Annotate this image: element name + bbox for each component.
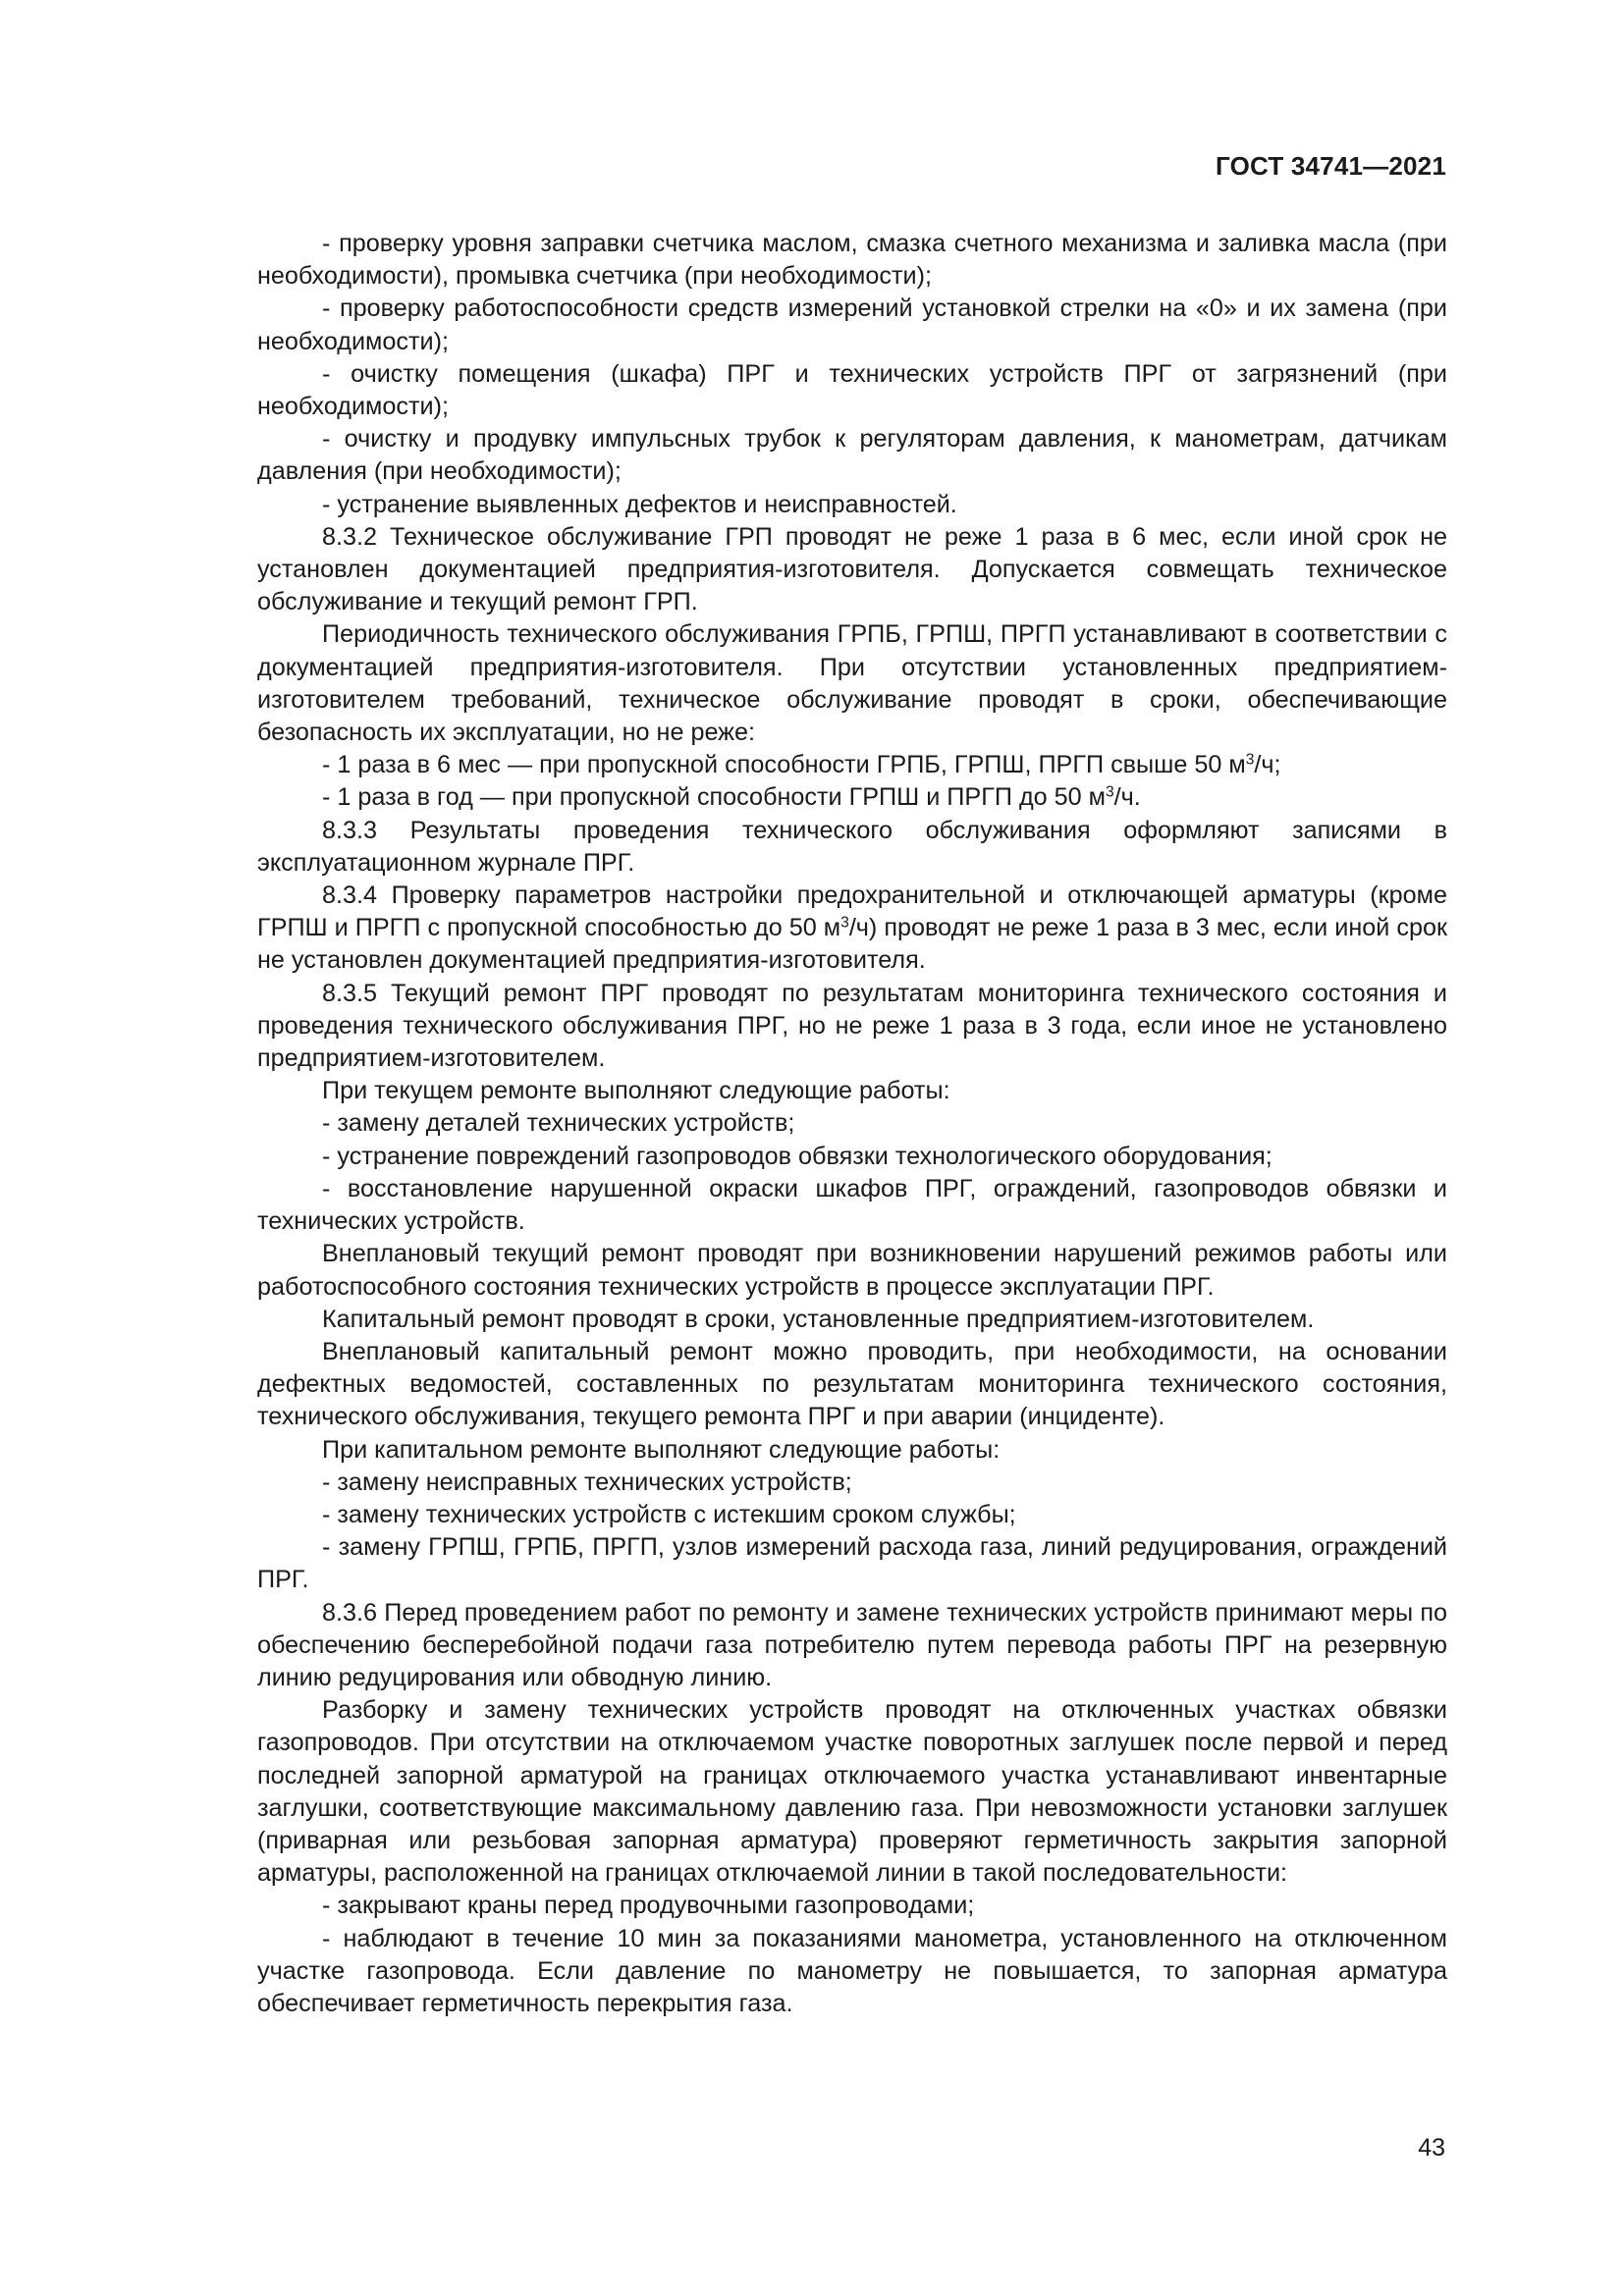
paragraph: - устранение выявленных дефектов и неисправностей.: [322, 490, 957, 518]
paragraph: 8.3.2 Техническое обслуживание ГРП проводят не реже 1 раза в 6 мес, если иной срок не установлен документацией предприятия-изготовителя. Допускается совмещать техническое обслуживание и текущий ремонт ГРП.: [257, 522, 1447, 616]
page-number: 43: [1418, 2134, 1445, 2162]
paragraph: - устранение повреждений газопроводов обвязки технологического оборудования;: [322, 1142, 1272, 1170]
paragraph: - проверку работоспособности средств измерений установкой стрелки на «0» и их замена (при необходимости);: [257, 294, 1447, 355]
paragraph: 8.3.6 Перед проведением работ по ремонту и замене технических устройств принимают меры по обеспечению бесперебойной подачи газа потребителю путем перевода работы ПРГ на резервную линию редуцирования или обводную линию.: [257, 1598, 1447, 1691]
list-text: - 1 раза в 6 мес — при пропускной способности ГРПБ, ГРПШ, ПРГП свыше 50 м: [322, 751, 1246, 779]
superscript: 3: [1105, 783, 1114, 801]
paragraph: - проверку уровня заправки счетчика маслом, смазка счетного механизма и заливка масла (при необходимости), промывка счетчика (при необходимости);: [257, 230, 1447, 291]
paragraph: - замену технических устройств с истекшим сроком службы;: [322, 1500, 1016, 1528]
paragraph: Разборку и замену технических устройств проводят на отключенных участках обвязки газопроводов. При отсутствии на отключаемом участке поворотных заглушек после первой и перед последней запорной арматурой на границах отключаемого участка устанавливают инвентарные заглушки, соответствующие максимальному давлению газа. При невозможности установки заглушек (приварная или резьбовая запорная арматура) проверяют герметичность закрытия запорной арматуры, расположенной на границах отключаемой линии в такой последовательности:: [257, 1696, 1447, 1888]
superscript: 3: [1245, 751, 1255, 769]
paragraph: Внеплановый текущий ремонт проводят при возникновении нарушений режимов работы или работоспособного состояния технических устройств в процессе эксплуатации ПРГ.: [257, 1240, 1447, 1301]
paragraph: 8.3.3 Результаты проведения технического обслуживания оформляют записями в эксплуатационном журнале ПРГ.: [257, 816, 1447, 877]
paragraph-text: 8.3.4 Проверку параметров настройки предохранительной и отключающей арматуры (кроме ГРПШ и ПРГП с пропускной способностью до 50 м: [257, 881, 1447, 942]
paragraph: - очистку и продувку импульсных трубок к регуляторам давления, к манометрам, датчикам давления (при необходимости);: [257, 425, 1447, 486]
body-text: [257, 228, 1447, 2020]
superscript: 3: [840, 914, 849, 932]
paragraph: При текущем ремонте выполняют следующие работы:: [322, 1077, 950, 1105]
list-text: /ч;: [1254, 751, 1281, 779]
paragraph: - закрывают краны перед продувочными газопроводами;: [322, 1892, 975, 1920]
paragraph: Периодичность технического обслуживания ГРПБ, ГРПШ, ПРГП устанавливают в соответствии с документацией предприятия-изготовителя. При отсутствии установленных предприятием-изготовителем требований, техническое обслуживание проводят в сроки, обеспечивающие безопасность их эксплуатации, но не реже:: [257, 620, 1447, 747]
paragraph: Капитальный ремонт проводят в сроки, установленные предприятием-изготовителем.: [322, 1305, 1315, 1333]
document-code-header: ГОСТ 34741—2021: [1216, 151, 1446, 181]
paragraph: 8.3.5 Текущий ремонт ПРГ проводят по результатам мониторинга технического состояния и проведения технического обслуживания ПРГ, но не реже 1 раза в 3 года, если иное не установлено предприятием-изготовителем.: [257, 979, 1447, 1073]
paragraph: Внеплановый капитальный ремонт можно проводить, при необходимости, на основании дефектных ведомостей, составленных по результатам мониторинга технического состояния, технического обслуживания, текущего ремонта ПРГ и при аварии (инциденте).: [257, 1337, 1447, 1431]
paragraph: - наблюдают в течение 10 мин за показаниями манометра, установленного на отключенном участке газопровода. Если давление по манометру не повышается, то запорная арматура обеспечивает герметичность перекрытия газа.: [257, 1924, 1447, 2017]
paragraph: - очистку помещения (шкафа) ПРГ и технических устройств ПРГ от загрязнений (при необходимости);: [257, 359, 1447, 421]
paragraph: При капитальном ремонте выполняют следующие работы:: [322, 1435, 1001, 1464]
list-text: /ч.: [1113, 783, 1141, 812]
paragraph-text: /ч) проводят не реже 1 раза в 3 мес, если иной срок не установлен документацией предприятия-изготовителя.: [257, 914, 1448, 975]
list-item: [257, 749, 1447, 781]
list-item: [257, 781, 1447, 814]
paragraph: - замену ГРПШ, ГРПБ, ПРГП, узлов измерений расхода газа, линий редуцирования, ограждений ПРГ.: [257, 1533, 1447, 1594]
list-text: - 1 раза в год — при пропускной способности ГРПШ и ПРГП до 50 м: [322, 783, 1106, 812]
paragraph: [257, 880, 1447, 978]
paragraph: - замену деталей технических устройств;: [322, 1109, 795, 1138]
paragraph: - замену неисправных технических устройств;: [322, 1468, 852, 1496]
paragraph: - восстановление нарушенной окраски шкафов ПРГ, ограждений, газопроводов обвязки и технических устройств.: [257, 1174, 1447, 1236]
